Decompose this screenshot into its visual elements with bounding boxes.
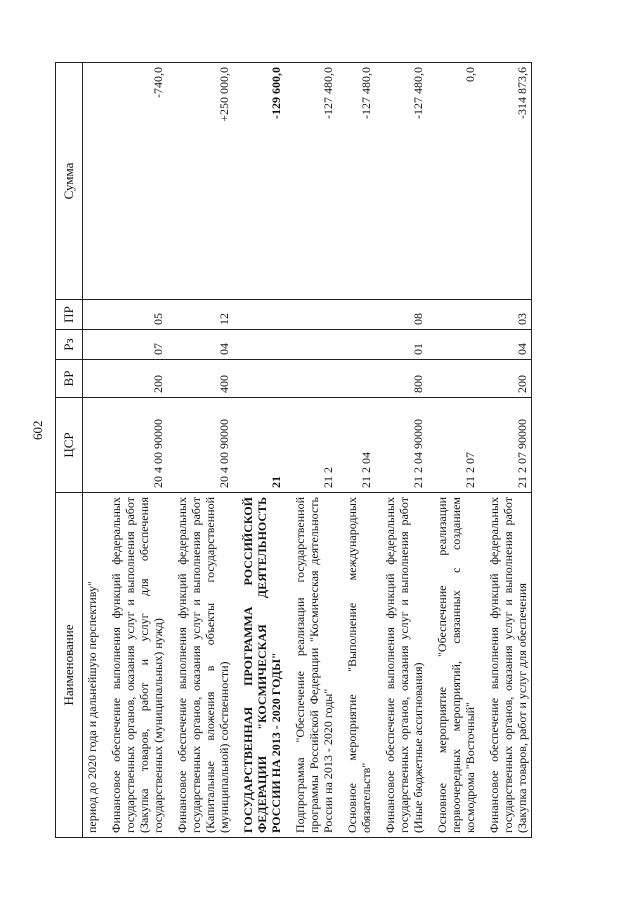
row-csr: 20 4 00 90000: [167, 398, 233, 493]
row-csr: 21 2: [285, 398, 337, 493]
table-row: [337, 63, 375, 838]
row-vr: 800: [375, 360, 427, 398]
header-name: Наименование: [56, 493, 83, 838]
budget-table: [55, 62, 532, 838]
table-row: [375, 63, 427, 838]
table-header: [56, 63, 83, 838]
row-rz: 07: [101, 330, 167, 360]
row-vr: [337, 360, 375, 398]
row-rz: [233, 330, 285, 360]
row-pr: 12: [167, 300, 233, 330]
table-row: [167, 63, 233, 838]
row-csr: 21 2 04: [337, 398, 375, 493]
row-pr: 08: [375, 300, 427, 330]
row-pr: [83, 300, 102, 330]
row-name: Основное мероприятие "Обеспечение реализации первоочередных мероприятий, связанных с созданием космодрома "Восточный": [427, 493, 479, 838]
row-csr: [83, 398, 102, 493]
row-name: ГОСУДАРСТВЕННАЯ ПРОГРАММА РОССИЙСКОЙ ФЕДЕРАЦИИ "КОСМИЧЕСКАЯ ДЕЯТЕЛЬНОСТЬ РОССИИ НА 2013 - 2020 ГОДЫ": [233, 493, 285, 838]
row-rz: 01: [375, 330, 427, 360]
header-sum: Сумма: [56, 63, 83, 300]
row-rz: [427, 330, 479, 360]
row-csr: 21 2 04 90000: [375, 398, 427, 493]
table-row: [83, 63, 102, 838]
row-csr: 21 2 07 90000: [479, 398, 532, 493]
row-name: Финансовое обеспечение выполнения функций федеральных государственных органов, оказания услуг и выполнения работ (Иные бюджетные ассигнования): [375, 493, 427, 838]
row-pr: 03: [479, 300, 532, 330]
row-sum: 0,0: [427, 63, 479, 300]
row-pr: [337, 300, 375, 330]
row-csr: 20 4 00 90000: [101, 398, 167, 493]
table-row: [479, 63, 532, 838]
row-vr: 200: [479, 360, 532, 398]
row-name: Финансовое обеспечение выполнения функций федеральных государственных органов, оказания услуг и выполнения работ (Закупка товаров, работ и услуг для обеспечения: [479, 493, 532, 838]
row-pr: [427, 300, 479, 330]
header-vr: ВР: [56, 360, 83, 398]
row-csr: 21 2 07: [427, 398, 479, 493]
page-number: 602: [30, 420, 45, 440]
row-rz: 04: [167, 330, 233, 360]
row-rz: [83, 330, 102, 360]
row-pr: 05: [101, 300, 167, 330]
row-pr: [233, 300, 285, 330]
row-sum: -127 480,0: [285, 63, 337, 300]
row-sum: +250 000,0: [167, 63, 233, 300]
row-name: Финансовое обеспечение выполнения функций федеральных государственных органов, оказания услуг и выполнения работ (Капитальные вложения в объекты государственной (муниципальной) собственности): [167, 493, 233, 838]
table-row: [233, 63, 285, 838]
row-pr: [285, 300, 337, 330]
row-csr: 21: [233, 398, 285, 493]
header-rz: Рз: [56, 330, 83, 360]
header-pr: ПР: [56, 300, 83, 330]
row-name: Подпрограмма "Обеспечение реализации государственной программы Российской Федерации "Космическая деятельность России на 2013 - 2020 годы": [285, 493, 337, 838]
header-csr: ЦСР: [56, 398, 83, 493]
table-row: [285, 63, 337, 838]
row-vr: 200: [101, 360, 167, 398]
row-name: период до 2020 года и дальнейшую перспективу": [83, 493, 102, 838]
row-vr: 400: [167, 360, 233, 398]
row-rz: 04: [479, 330, 532, 360]
row-sum: -127 480,0: [337, 63, 375, 300]
row-rz: [285, 330, 337, 360]
row-vr: [233, 360, 285, 398]
row-name: Основное мероприятие "Выполнение международных обязательств": [337, 493, 375, 838]
row-rz: [337, 330, 375, 360]
row-vr: [83, 360, 102, 398]
row-sum: -740,0: [101, 63, 167, 300]
row-name: Финансовое обеспечение выполнения функций федеральных государственных органов, оказания услуг и выполнения работ (Закупка товаров, работ и услуг для обеспечения государственных (муниципальных) нужд): [101, 493, 167, 838]
row-sum: [83, 63, 102, 300]
row-vr: [285, 360, 337, 398]
row-sum: -314 873,6: [479, 63, 532, 300]
table-row: [427, 63, 479, 838]
row-sum: -127 480,0: [375, 63, 427, 300]
rotated-page: [55, 63, 615, 838]
row-vr: [427, 360, 479, 398]
table-row: [101, 63, 167, 838]
row-sum: -129 600,0: [233, 63, 285, 300]
